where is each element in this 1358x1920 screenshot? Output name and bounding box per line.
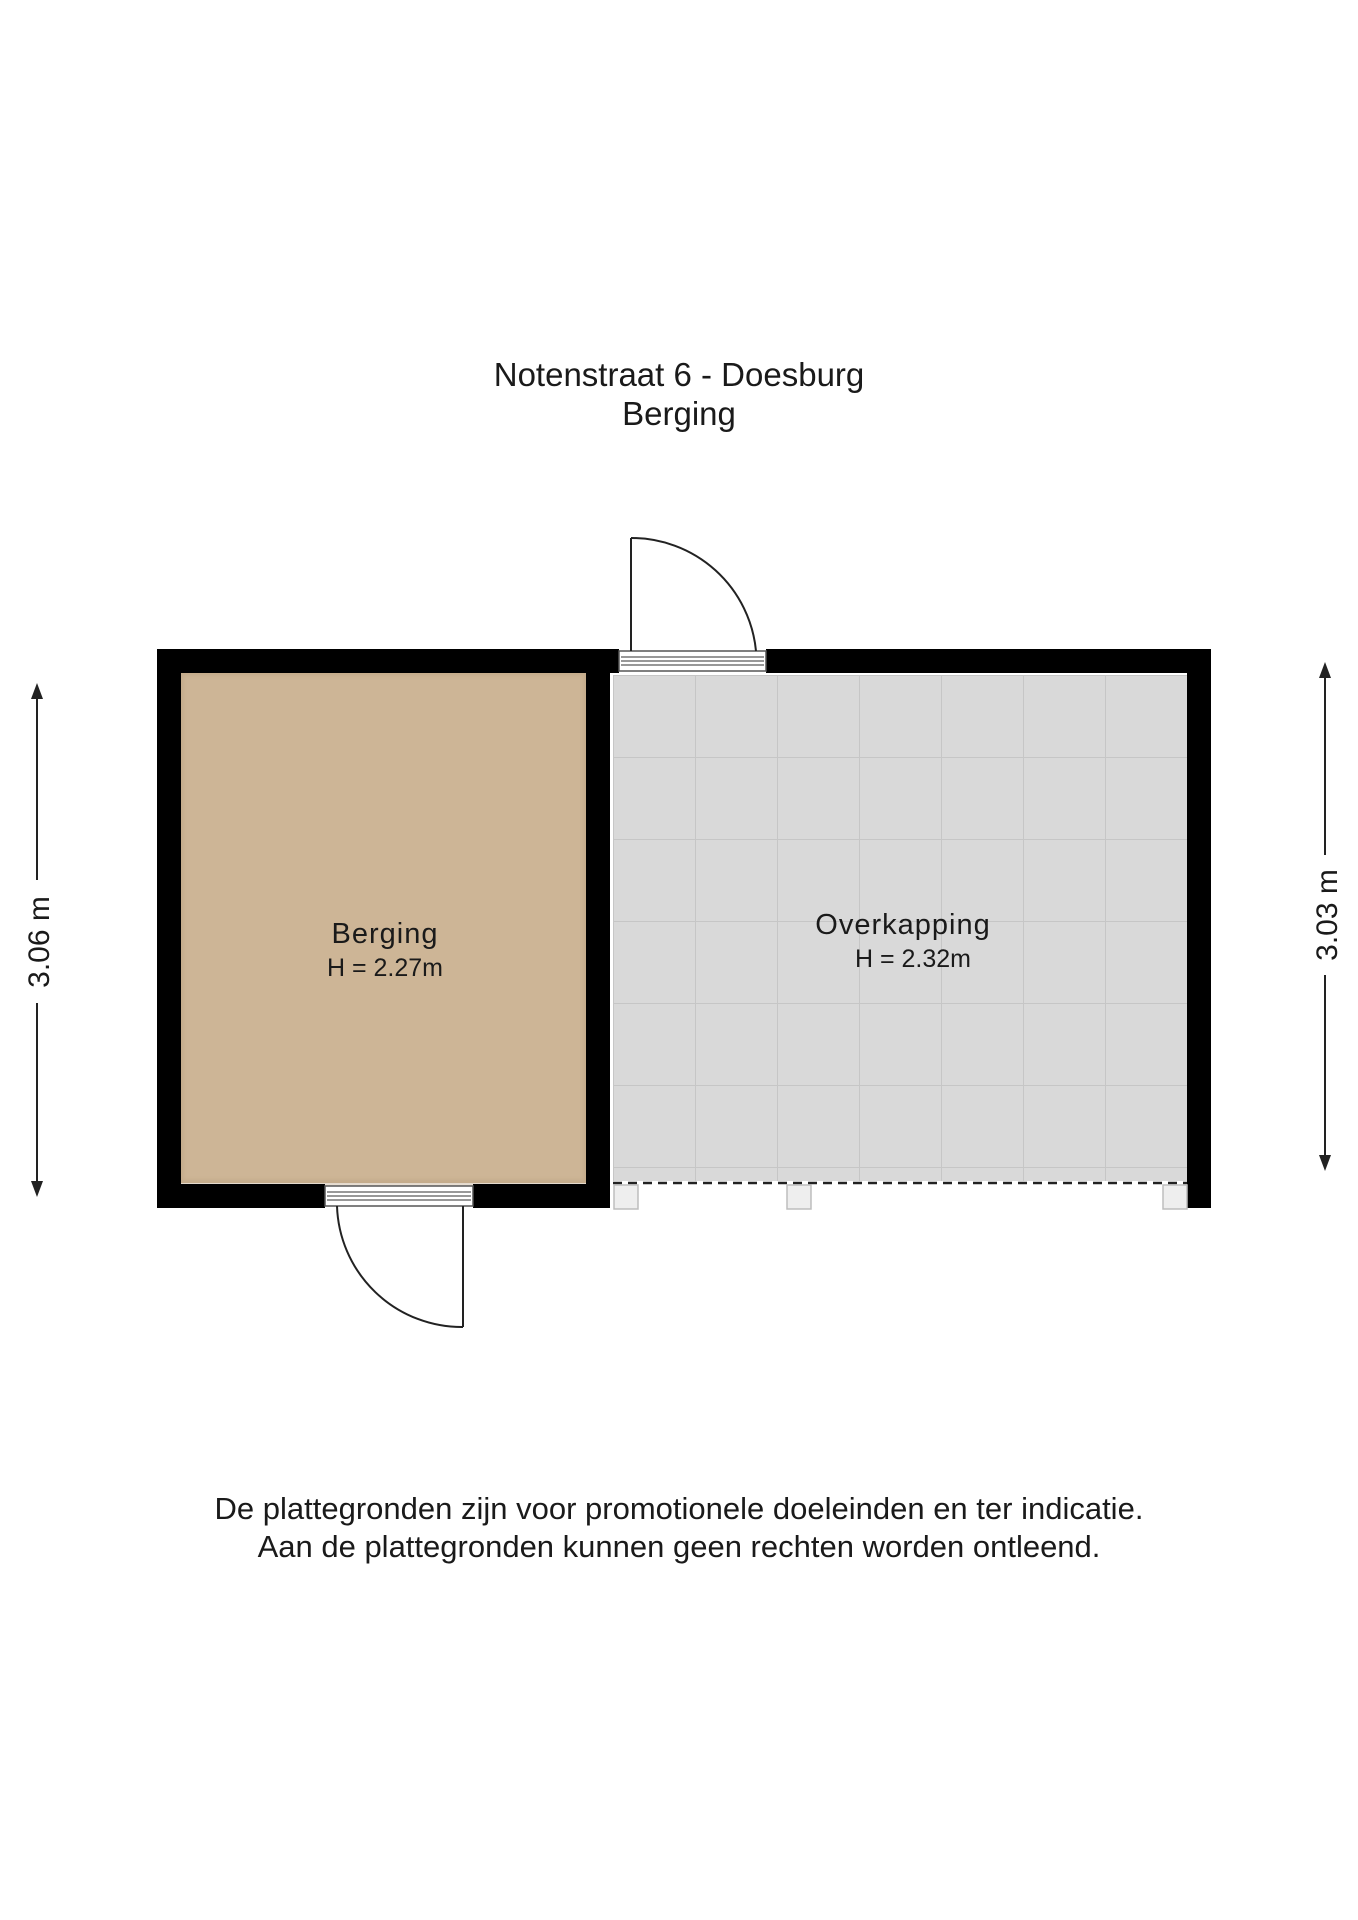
room-label-berging: Berging — [331, 918, 439, 950]
wall-bottom-right — [473, 1184, 610, 1208]
disclaimer-line-1: De plattegronden zijn voor promotionele doeleinden en ter indicatie. — [214, 1491, 1144, 1526]
arrow-down-icon — [31, 1181, 43, 1197]
wall-top-left — [157, 649, 619, 673]
post-middle — [787, 1185, 811, 1209]
wall-bottom-left — [157, 1184, 325, 1208]
dimension-right — [1311, 662, 1344, 1171]
wall-right — [1187, 649, 1211, 1208]
room-height-berging: H = 2.27m — [326, 954, 444, 982]
room-height-overkapping: H = 2.32m — [854, 945, 972, 973]
top-door — [619, 538, 766, 671]
wall-middle — [586, 649, 610, 1208]
post-right — [1163, 1185, 1187, 1209]
bottom-door — [325, 1186, 473, 1327]
arrow-up-icon — [1319, 662, 1331, 678]
disclaimer-line-2: Aan de plattegronden kunnen geen rechten worden ontleend. — [257, 1529, 1101, 1564]
plan-floor-subtitle: Berging — [622, 395, 736, 432]
dimension-left — [23, 683, 56, 1197]
dimension-right-label: 3.03 m — [1311, 869, 1344, 961]
overkapping-open-side — [613, 1183, 1187, 1209]
dimension-left-label: 3.06 m — [23, 896, 56, 988]
room-label-overkapping: Overkapping — [815, 909, 991, 941]
arrow-down-icon — [1319, 1155, 1331, 1171]
wall-left — [157, 649, 181, 1208]
wall-top-right — [766, 649, 1211, 673]
plan-address-title: Notenstraat 6 - Doesburg — [493, 356, 865, 393]
arrow-up-icon — [31, 683, 43, 699]
post-left — [614, 1185, 638, 1209]
disclaimer — [0, 1490, 1358, 1566]
